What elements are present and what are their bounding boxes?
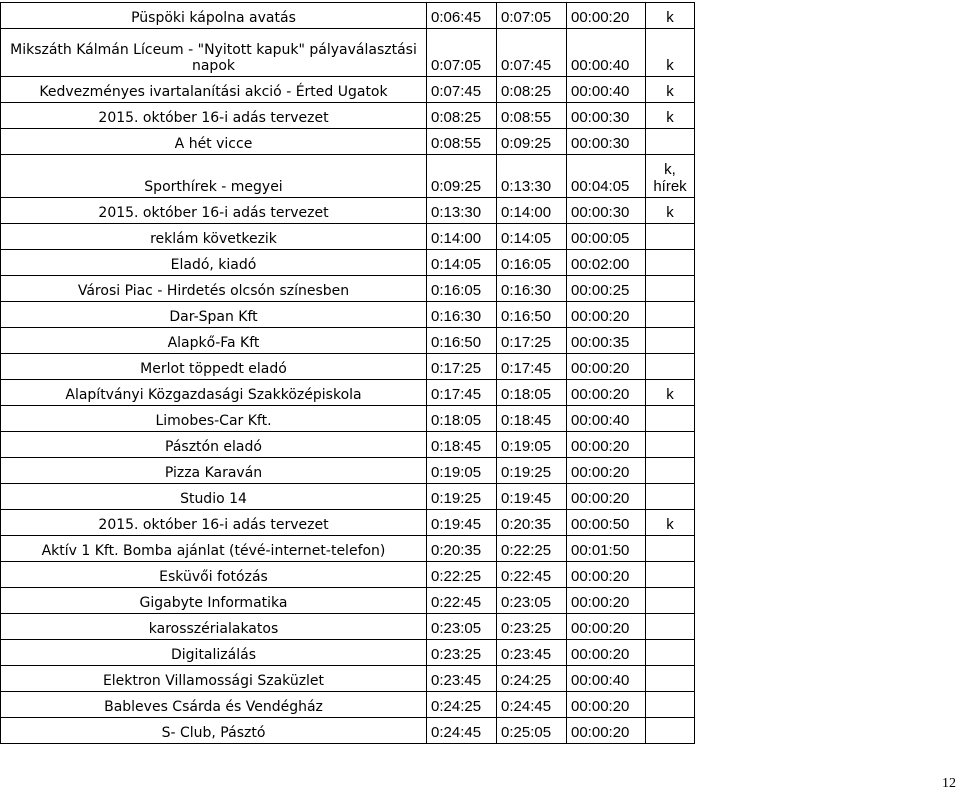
end-time-cell: [497, 155, 567, 198]
note-text: [646, 741, 694, 743]
program-title-cell: [1, 666, 427, 692]
program-title-cell: [1, 3, 427, 29]
duration-text: 00:00:05: [571, 229, 630, 247]
table-row: [1, 250, 695, 276]
note-cell: [646, 562, 695, 588]
start-time-text: 0:14:00: [431, 229, 482, 247]
program-title-text: Aktív 1 Kft. Bomba ajánlat (tévé-internet-telefon): [41, 542, 386, 559]
start-time-cell: [427, 224, 497, 250]
end-time-text: 0:23:05: [501, 593, 552, 611]
start-time-text: 0:17:45: [431, 385, 482, 403]
note-cell: [646, 458, 695, 484]
program-title-cell: [1, 77, 427, 103]
duration-cell: [567, 666, 646, 692]
table-row: [1, 588, 695, 614]
program-title-text: A hét vicce: [174, 135, 253, 152]
note-cell: [646, 3, 695, 29]
program-title-text: S- Club, Pásztó: [161, 724, 266, 741]
program-title-cell: [1, 29, 427, 77]
start-time-text: 0:19:45: [431, 515, 482, 533]
program-title-cell: [1, 354, 427, 380]
schedule-table: [0, 2, 695, 744]
end-time-cell: [497, 718, 567, 744]
duration-text: 00:00:20: [571, 359, 630, 377]
program-title-cell: [1, 103, 427, 129]
note-cell: [646, 250, 695, 276]
program-title-cell: [1, 155, 427, 198]
end-time-text: 0:22:25: [501, 541, 552, 559]
end-time-cell: [497, 302, 567, 328]
duration-text: 00:00:20: [571, 567, 630, 585]
note-cell: [646, 614, 695, 640]
duration-cell: [567, 406, 646, 432]
start-time-text: 0:08:55: [431, 134, 482, 152]
program-title-text: Esküvői fotózás: [159, 568, 268, 585]
program-title-text: Püspöki kápolna avatás: [131, 9, 296, 26]
start-time-cell: [427, 380, 497, 406]
end-time-text: 0:14:00: [501, 203, 552, 221]
end-time-cell: [497, 224, 567, 250]
duration-text: 00:00:20: [571, 489, 630, 507]
end-time-text: 0:25:05: [501, 723, 552, 741]
start-time-cell: [427, 129, 497, 155]
end-time-text: 0:08:25: [501, 82, 552, 100]
note-text: k: [666, 203, 674, 221]
table-row: [1, 77, 695, 103]
duration-cell: [567, 103, 646, 129]
note-text: k: [666, 385, 674, 403]
end-time-cell: [497, 640, 567, 666]
note-cell: [646, 129, 695, 155]
start-time-cell: [427, 155, 497, 198]
note-cell: [646, 692, 695, 718]
duration-text: 00:00:25: [571, 281, 630, 299]
program-title-cell: [1, 536, 427, 562]
program-title-cell: [1, 250, 427, 276]
table-row: [1, 536, 695, 562]
duration-text: 00:00:20: [571, 463, 630, 481]
note-cell: [646, 432, 695, 458]
start-time-text: 0:22:45: [431, 593, 482, 611]
end-time-cell: [497, 692, 567, 718]
program-title-cell: [1, 328, 427, 354]
end-time-text: 0:17:45: [501, 359, 552, 377]
end-time-text: 0:14:05: [501, 229, 552, 247]
program-title-cell: [1, 276, 427, 302]
program-title-cell: [1, 614, 427, 640]
program-title-text: Studio 14: [180, 490, 247, 507]
end-time-text: 0:07:05: [501, 8, 552, 26]
program-title-cell: [1, 718, 427, 744]
note-text: k: [666, 515, 674, 533]
note-cell: [646, 354, 695, 380]
start-time-cell: [427, 302, 497, 328]
end-time-text: 0:20:35: [501, 515, 552, 533]
duration-cell: [567, 614, 646, 640]
start-time-cell: [427, 692, 497, 718]
start-time-cell: [427, 614, 497, 640]
start-time-cell: [427, 354, 497, 380]
table-row: [1, 380, 695, 406]
duration-cell: [567, 129, 646, 155]
program-title-cell: [1, 406, 427, 432]
program-title-cell: [1, 432, 427, 458]
duration-cell: [567, 718, 646, 744]
program-title-text: Digitalizálás: [171, 646, 256, 663]
duration-cell: [567, 458, 646, 484]
duration-text: 00:00:30: [571, 108, 630, 126]
start-time-cell: [427, 406, 497, 432]
start-time-cell: [427, 29, 497, 77]
duration-text: 00:00:20: [571, 645, 630, 663]
duration-text: 00:00:40: [571, 56, 630, 74]
note-text: k: [666, 8, 674, 26]
end-time-cell: [497, 406, 567, 432]
program-title-cell: [1, 302, 427, 328]
start-time-cell: [427, 588, 497, 614]
end-time-text: 0:13:30: [501, 177, 552, 195]
note-cell: [646, 640, 695, 666]
start-time-cell: [427, 666, 497, 692]
duration-cell: [567, 562, 646, 588]
table-row: [1, 198, 695, 224]
start-time-text: 0:16:30: [431, 307, 482, 325]
duration-text: 00:00:35: [571, 333, 630, 351]
start-time-cell: [427, 77, 497, 103]
end-time-cell: [497, 562, 567, 588]
end-time-cell: [497, 3, 567, 29]
end-time-text: 0:16:50: [501, 307, 552, 325]
end-time-cell: [497, 432, 567, 458]
note-cell: [646, 406, 695, 432]
duration-cell: [567, 536, 646, 562]
note-cell: [646, 224, 695, 250]
start-time-text: 0:20:35: [431, 541, 482, 559]
note-text: k: [666, 82, 674, 100]
start-time-cell: [427, 536, 497, 562]
table-row: [1, 562, 695, 588]
program-title-text: reklám következik: [150, 230, 277, 247]
start-time-cell: [427, 250, 497, 276]
duration-text: 00:01:50: [571, 541, 630, 559]
start-time-text: 0:23:05: [431, 619, 482, 637]
start-time-text: 0:23:25: [431, 645, 482, 663]
note-cell: [646, 29, 695, 77]
start-time-text: 0:06:45: [431, 8, 482, 26]
end-time-text: 0:24:45: [501, 697, 552, 715]
program-title-cell: [1, 380, 427, 406]
end-time-cell: [497, 614, 567, 640]
duration-text: 00:00:50: [571, 515, 630, 533]
end-time-cell: [497, 103, 567, 129]
table-row: [1, 354, 695, 380]
program-title-text: 2015. október 16-i adás tervezet: [98, 109, 329, 126]
note-cell: [646, 103, 695, 129]
table-row: [1, 640, 695, 666]
end-time-text: 0:16:30: [501, 281, 552, 299]
duration-text: 00:00:20: [571, 723, 630, 741]
start-time-text: 0:14:05: [431, 255, 482, 273]
table-row: [1, 224, 695, 250]
program-title-cell: [1, 588, 427, 614]
table-row: [1, 276, 695, 302]
program-title-cell: [1, 692, 427, 718]
duration-cell: [567, 155, 646, 198]
start-time-text: 0:24:45: [431, 723, 482, 741]
note-cell: [646, 536, 695, 562]
start-time-cell: [427, 432, 497, 458]
duration-cell: [567, 29, 646, 77]
duration-cell: [567, 692, 646, 718]
duration-cell: [567, 302, 646, 328]
start-time-cell: [427, 562, 497, 588]
table-row: [1, 155, 695, 198]
end-time-text: 0:07:45: [501, 56, 552, 74]
duration-cell: [567, 198, 646, 224]
program-title-text: Alapítványi Közgazdasági Szakközépiskola: [65, 386, 362, 403]
program-title-text: Mikszáth Kálmán Líceum - "Nyitott kapuk" pályaválasztási napok: [10, 41, 417, 74]
note-cell: [646, 666, 695, 692]
end-time-text: 0:19:25: [501, 463, 552, 481]
table-row: [1, 666, 695, 692]
schedule-body: [1, 3, 695, 744]
program-title-text: Limobes-Car Kft.: [155, 412, 272, 429]
duration-cell: [567, 224, 646, 250]
duration-cell: [567, 588, 646, 614]
program-title-cell: [1, 224, 427, 250]
end-time-cell: [497, 458, 567, 484]
duration-cell: [567, 77, 646, 103]
start-time-text: 0:19:05: [431, 463, 482, 481]
start-time-cell: [427, 640, 497, 666]
end-time-cell: [497, 484, 567, 510]
end-time-cell: [497, 354, 567, 380]
duration-cell: [567, 3, 646, 29]
start-time-text: 0:17:25: [431, 359, 482, 377]
duration-text: 00:00:30: [571, 203, 630, 221]
program-title-cell: [1, 510, 427, 536]
program-title-cell: [1, 640, 427, 666]
duration-text: 00:00:20: [571, 593, 630, 611]
program-title-text: karosszérialakatos: [148, 620, 279, 637]
note-cell: [646, 588, 695, 614]
start-time-cell: [427, 276, 497, 302]
duration-text: 00:00:20: [571, 307, 630, 325]
end-time-cell: [497, 250, 567, 276]
end-time-text: 0:23:25: [501, 619, 552, 637]
program-title-text: Pásztón eladó: [165, 438, 262, 455]
duration-cell: [567, 640, 646, 666]
start-time-cell: [427, 198, 497, 224]
start-time-text: 0:16:50: [431, 333, 482, 351]
program-title-cell: [1, 458, 427, 484]
end-time-text: 0:19:45: [501, 489, 552, 507]
note-cell: [646, 510, 695, 536]
duration-cell: [567, 354, 646, 380]
table-row: [1, 692, 695, 718]
start-time-text: 0:19:25: [431, 489, 482, 507]
table-row: [1, 406, 695, 432]
table-row: [1, 432, 695, 458]
table-row: [1, 510, 695, 536]
program-title-text: Sporthírek - megyei: [144, 178, 283, 195]
table-row: [1, 129, 695, 155]
duration-text: 00:00:30: [571, 134, 630, 152]
start-time-text: 0:22:25: [431, 567, 482, 585]
start-time-text: 0:07:05: [431, 56, 482, 74]
note-text: k, hírek: [653, 160, 687, 195]
end-time-text: 0:18:05: [501, 385, 552, 403]
program-title-text: Merlot töppedt eladó: [140, 360, 287, 377]
end-time-text: 0:18:45: [501, 411, 552, 429]
program-title-text: Eladó, kiadó: [170, 256, 257, 273]
duration-text: 00:00:20: [571, 385, 630, 403]
program-title-text: Pizza Karaván: [164, 464, 263, 481]
duration-cell: [567, 276, 646, 302]
end-time-text: 0:08:55: [501, 108, 552, 126]
table-row: [1, 302, 695, 328]
note-cell: [646, 484, 695, 510]
table-row: [1, 614, 695, 640]
duration-cell: [567, 432, 646, 458]
page-number: 12: [942, 776, 956, 791]
table-row: [1, 3, 695, 29]
duration-cell: [567, 250, 646, 276]
program-title-cell: [1, 484, 427, 510]
end-time-text: 0:24:25: [501, 671, 552, 689]
duration-text: 00:02:00: [571, 255, 630, 273]
start-time-text: 0:07:45: [431, 82, 482, 100]
start-time-cell: [427, 484, 497, 510]
program-title-text: Kedvezményes ivartalanítási akció - Érted Ugatok: [39, 83, 388, 100]
program-title-text: 2015. október 16-i adás tervezet: [98, 204, 329, 221]
end-time-text: 0:19:05: [501, 437, 552, 455]
end-time-cell: [497, 129, 567, 155]
program-title-text: 2015. október 16-i adás tervezet: [98, 516, 329, 533]
end-time-cell: [497, 380, 567, 406]
program-title-text: Dar-Span Kft: [169, 308, 258, 325]
start-time-cell: [427, 510, 497, 536]
program-title-text: Városi Piac - Hirdetés olcsón színesben: [77, 282, 350, 299]
end-time-cell: [497, 77, 567, 103]
start-time-cell: [427, 458, 497, 484]
end-time-cell: [497, 198, 567, 224]
table-row: [1, 458, 695, 484]
table-row: [1, 103, 695, 129]
program-title-text: Bableves Csárda és Vendégház: [104, 698, 323, 715]
end-time-text: 0:22:45: [501, 567, 552, 585]
table-row: [1, 484, 695, 510]
program-title-text: Elektron Villamossági Szaküzlet: [102, 672, 325, 689]
note-cell: [646, 380, 695, 406]
start-time-text: 0:24:25: [431, 697, 482, 715]
end-time-cell: [497, 510, 567, 536]
start-time-text: 0:23:45: [431, 671, 482, 689]
start-time-text: 0:13:30: [431, 203, 482, 221]
program-title-cell: [1, 129, 427, 155]
note-text: k: [666, 108, 674, 126]
end-time-cell: [497, 328, 567, 354]
duration-text: 00:00:20: [571, 8, 630, 26]
end-time-text: 0:17:25: [501, 333, 552, 351]
program-title-text: Gigabyte Informatika: [139, 594, 288, 611]
note-cell: [646, 276, 695, 302]
note-cell: [646, 198, 695, 224]
duration-cell: [567, 328, 646, 354]
duration-text: 00:00:20: [571, 697, 630, 715]
end-time-cell: [497, 536, 567, 562]
end-time-cell: [497, 588, 567, 614]
note-cell: [646, 77, 695, 103]
table-row: [1, 29, 695, 77]
table-row: [1, 328, 695, 354]
duration-cell: [567, 484, 646, 510]
duration-cell: [567, 510, 646, 536]
end-time-text: 0:23:45: [501, 645, 552, 663]
note-cell: [646, 328, 695, 354]
start-time-cell: [427, 3, 497, 29]
duration-text: 00:04:05: [571, 177, 630, 195]
start-time-text: 0:18:05: [431, 411, 482, 429]
note-cell: [646, 302, 695, 328]
note-text: k: [666, 56, 674, 74]
end-time-cell: [497, 29, 567, 77]
note-cell: [646, 155, 695, 198]
note-cell: [646, 718, 695, 744]
duration-text: 00:00:40: [571, 411, 630, 429]
start-time-cell: [427, 103, 497, 129]
end-time-text: 0:09:25: [501, 134, 552, 152]
start-time-cell: [427, 328, 497, 354]
start-time-text: 0:08:25: [431, 108, 482, 126]
end-time-text: 0:16:05: [501, 255, 552, 273]
program-title-cell: [1, 198, 427, 224]
end-time-cell: [497, 276, 567, 302]
end-time-cell: [497, 666, 567, 692]
duration-text: 00:00:40: [571, 671, 630, 689]
duration-text: 00:00:40: [571, 82, 630, 100]
duration-text: 00:00:20: [571, 619, 630, 637]
start-time-text: 0:16:05: [431, 281, 482, 299]
program-title-cell: [1, 562, 427, 588]
start-time-text: 0:09:25: [431, 177, 482, 195]
start-time-cell: [427, 718, 497, 744]
table-row: [1, 718, 695, 744]
program-title-text: Alapkő-Fa Kft: [167, 334, 260, 351]
duration-cell: [567, 380, 646, 406]
duration-text: 00:00:20: [571, 437, 630, 455]
start-time-text: 0:18:45: [431, 437, 482, 455]
